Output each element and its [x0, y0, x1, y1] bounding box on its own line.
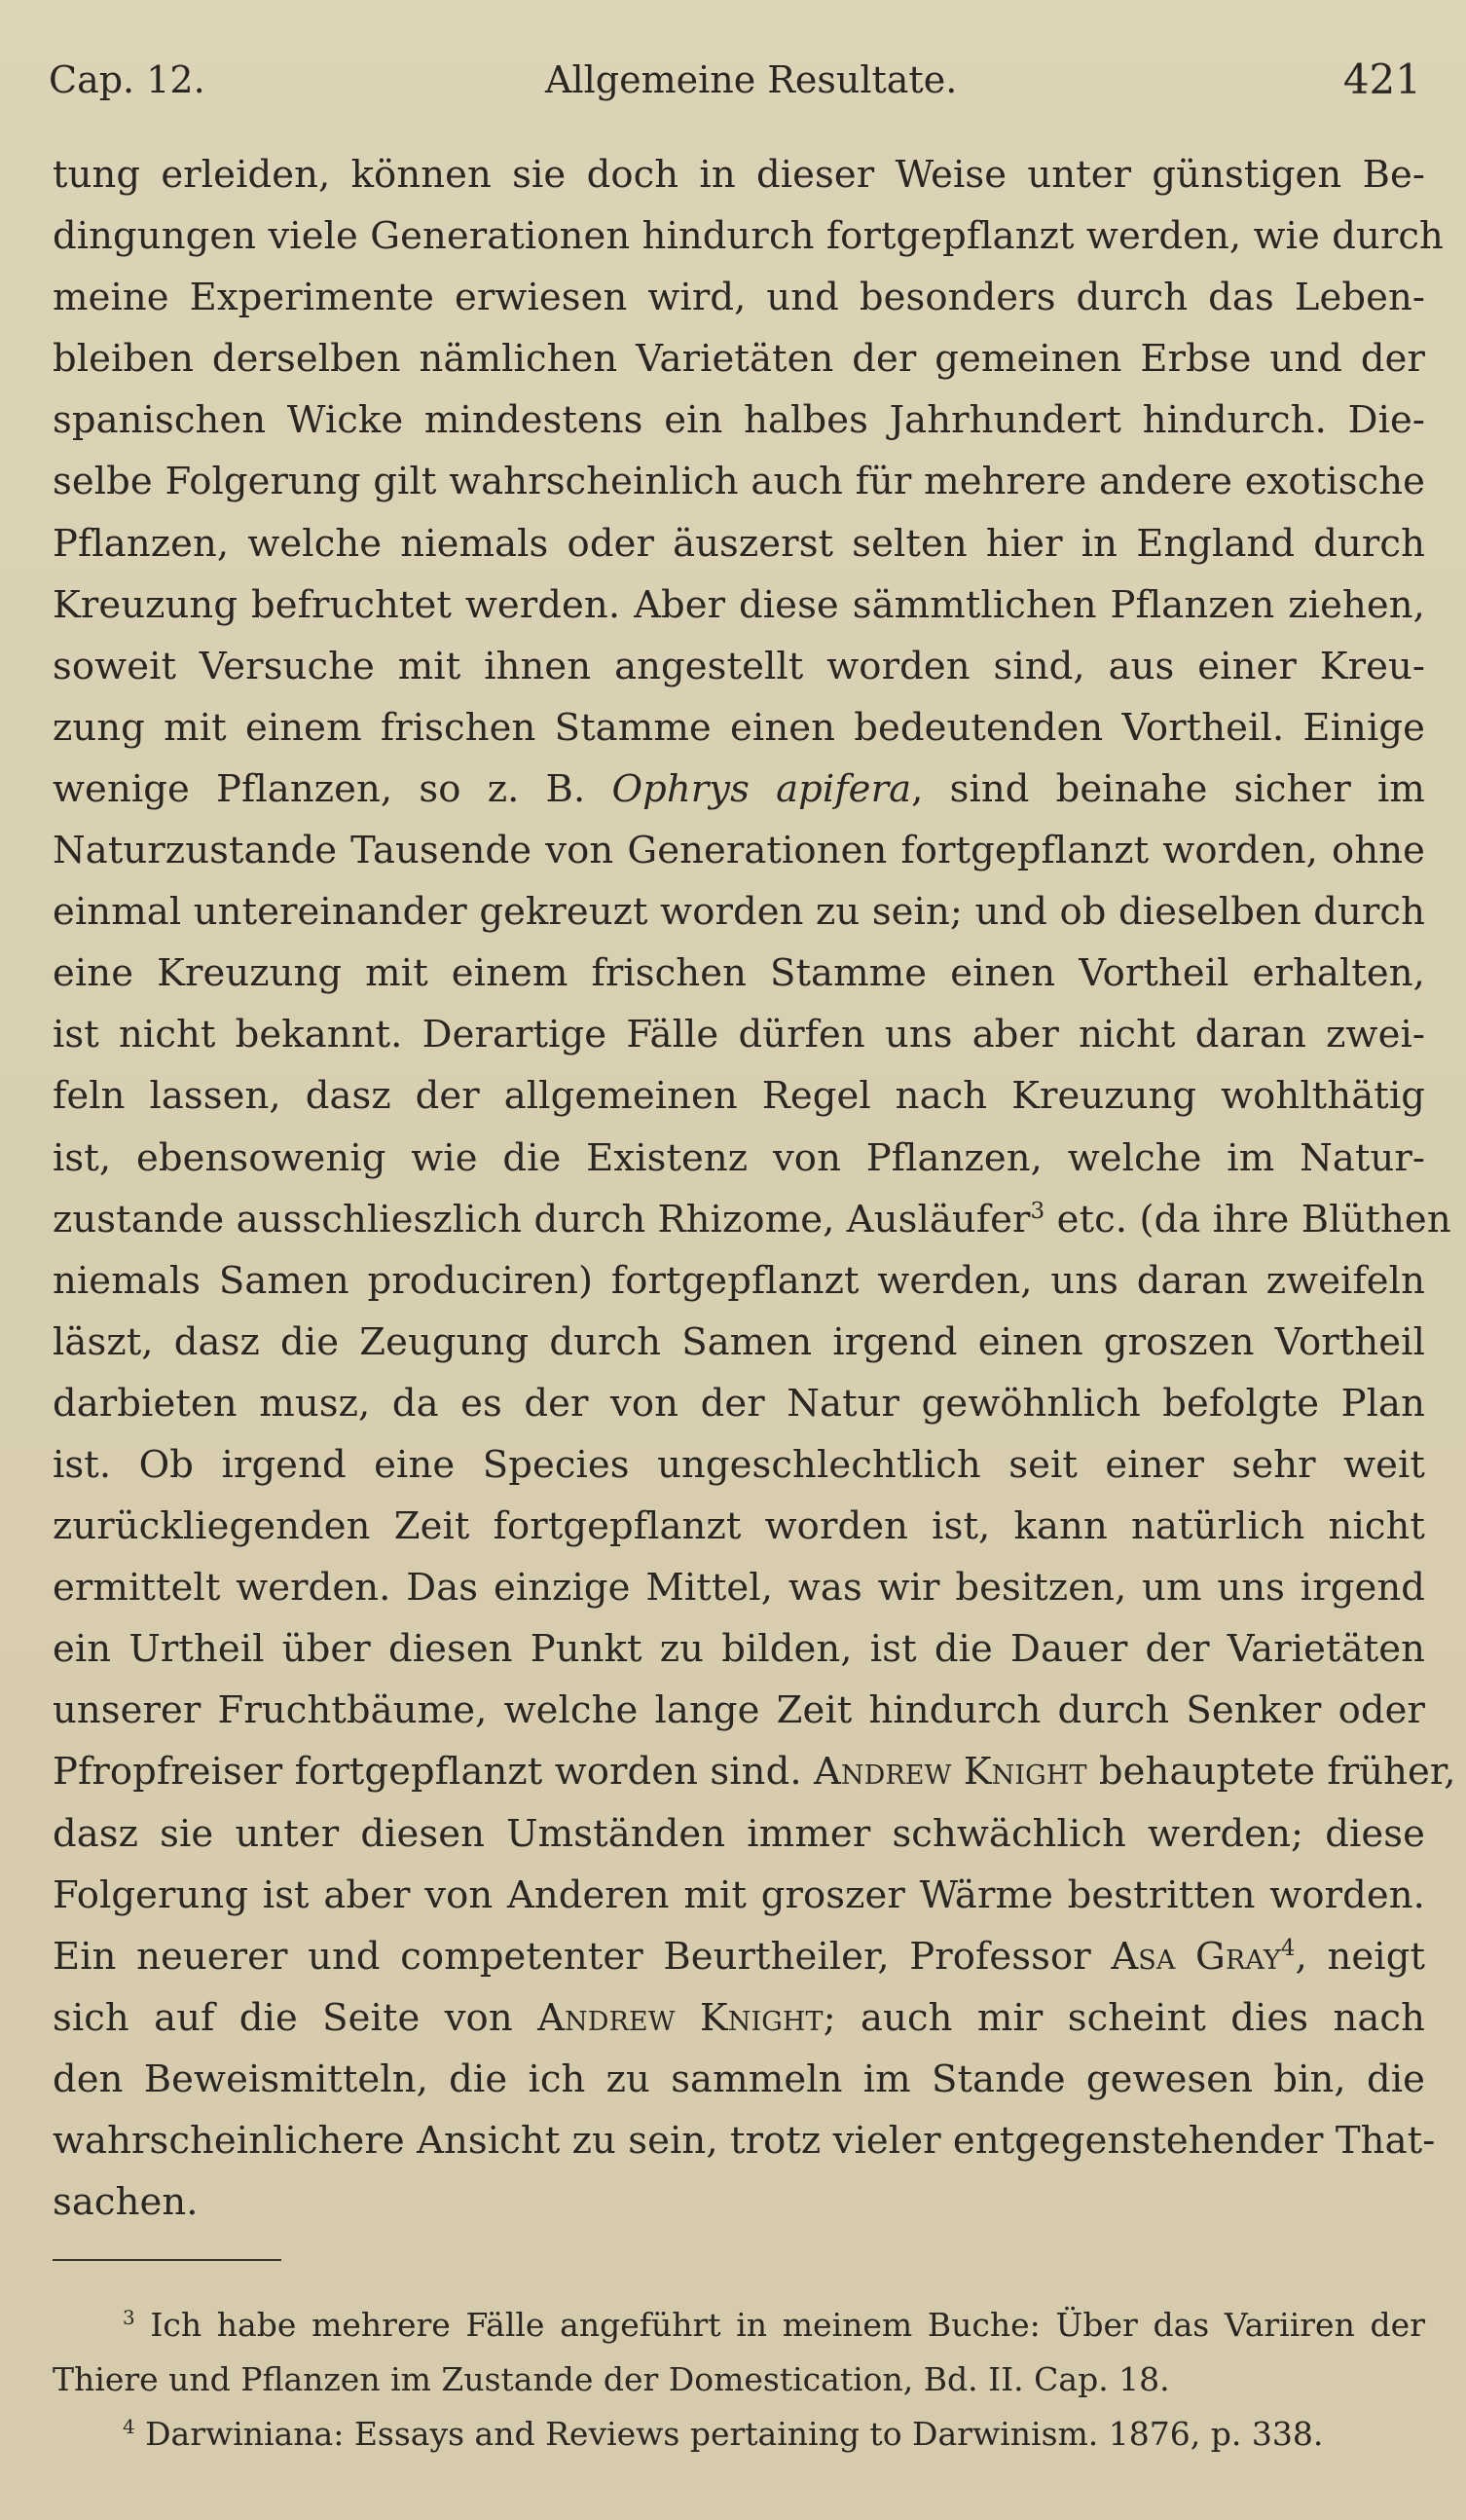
main-text — [53, 144, 1456, 2233]
text-line: Pflanzen, welche niemals oder äuszerst selten hier in England durch — [53, 521, 1425, 566]
text-line: einmal untereinander gekreuzt worden zu sein; und ob dieselben durch — [53, 890, 1425, 935]
footnote-4 — [53, 2407, 1425, 2462]
text-line: soweit Versuche mit ihnen angestellt worden sind, aus einer Kreu- — [53, 644, 1425, 688]
running-title: Allgemeine Resultate. — [545, 58, 958, 101]
text-segment: , sind beinahe sicher im — [911, 766, 1425, 811]
chapter-label: Cap. 12. — [49, 58, 205, 101]
text-line: ist. Ob irgend eine Species ungeschlechtlich seit einer sehr weit — [53, 1442, 1425, 1487]
text-line: meine Experimente erwiesen wird, und besonders durch das Leben- — [53, 276, 1425, 320]
footnote-divider — [53, 2259, 281, 2261]
text-line: feln lassen, dasz der allgemeinen Regel nach Kreuzung wohlthätig — [53, 1074, 1425, 1119]
text-line: wahrscheinlichere Ansicht zu sein, trotz vieler entgegenstehender That- — [53, 2119, 1436, 2163]
page-number: 421 — [1342, 56, 1421, 103]
species-name-italic: Ophrys apifera — [611, 766, 912, 811]
text-line: selbe Folgerung gilt wahrscheinlich auch für mehrere andere exotische — [53, 460, 1425, 504]
text-line-knight2 — [53, 1987, 1425, 2049]
footnote-ref-3: 3 — [1030, 1198, 1045, 1224]
text-segment: etc. (da ihre Blüthen — [1045, 1197, 1451, 1241]
footnote-text: Ich habe mehrere Fälle angeführt in meinem Buche: Über das Variiren der — [150, 2306, 1425, 2344]
text-line: tung erleiden, können sie doch in dieser Weise unter günstigen Be- — [53, 153, 1425, 197]
footnote-mark: 4 — [123, 2416, 135, 2438]
footnote-ref-4: 4 — [1280, 1935, 1296, 1961]
text-line-ophrys — [53, 759, 1425, 820]
footnote-3 — [53, 2298, 1425, 2353]
text-segment: ; auch mir scheint dies nach — [823, 1995, 1425, 2040]
author-name-smallcaps: Andrew Knight — [537, 1995, 824, 2040]
text-line: niemals Samen produciren) fortgepflanzt werden, uns daran zweifeln — [53, 1258, 1425, 1303]
text-line: Kreuzung befruchtet werden. Aber diese sämmtlichen Pflanzen ziehen, — [53, 582, 1425, 627]
author-name-smallcaps: Andrew Knight — [814, 1750, 1087, 1795]
text-line: ist nicht bekannt. Derartige Fälle dürfen uns aber nicht daran zwei- — [53, 1013, 1425, 1057]
text-segment: Pfropfreiser fortgepflanzt worden sind. — [53, 1750, 814, 1795]
footnotes — [53, 2298, 1425, 2462]
footnote-mark: 3 — [123, 2307, 135, 2329]
text-line: Folgerung ist aber von Anderen mit groszer Wärme bestritten worden. — [53, 1872, 1425, 1917]
author-name-smallcaps: Asa Gray — [1111, 1934, 1281, 1979]
text-line: läszt, dasz die Zeugung durch Samen irgend einen groszen Vortheil — [53, 1319, 1425, 1364]
text-segment: zustande ausschlieszlich durch Rhizome, Ausläufer — [53, 1197, 1031, 1241]
text-line: zurückliegenden Zeit fortgepflanzt worden ist, kann natürlich nicht — [53, 1504, 1425, 1549]
text-line: dasz sie unter diesen Umständen immer schwächlich werden; diese — [53, 1811, 1425, 1856]
text-line: Naturzustande Tausende von Generationen fortgepflanzt worden, ohne — [53, 829, 1425, 873]
text-line: dingungen viele Generationen hindurch fortgepflanzt werden, wie durch — [53, 214, 1444, 259]
footnote-text: Darwiniana: Essays and Reviews pertaining to Darwinism. 1876, p. 338. — [145, 2415, 1324, 2453]
text-line: sachen. — [53, 2180, 199, 2225]
running-header — [49, 51, 1421, 109]
text-line: ist, ebensowenig wie die Existenz von Pflanzen, welche im Natur- — [53, 1135, 1425, 1180]
text-segment: wenige Pflanzen, so z. B. — [53, 766, 612, 811]
text-segment: behauptete früher, — [1086, 1750, 1456, 1795]
text-line: bleiben derselben nämlichen Varietäten der gemeinen Erbse und der — [53, 337, 1425, 382]
text-line: ein Urtheil über diesen Punkt zu bilden, ist die Dauer der Varietäten — [53, 1627, 1425, 1672]
text-line: ermittelt werden. Das einzige Mittel, was wir besitzen, um uns irgend — [53, 1566, 1425, 1611]
text-segment: , neigt — [1295, 1934, 1426, 1979]
text-line-gray — [53, 1926, 1425, 1987]
text-line: eine Kreuzung mit einem frischen Stamme einen Vortheil erhalten, — [53, 951, 1425, 996]
text-line: zung mit einem frischen Stamme einen bedeutenden Vortheil. Einige — [53, 705, 1425, 750]
text-segment: Ein neuerer und competenter Beurtheiler, Professor — [53, 1934, 1112, 1979]
text-line-rhizome — [53, 1189, 1451, 1250]
text-line: spanischen Wicke mindestens ein halbes Jahrhundert hindurch. Die- — [53, 398, 1425, 443]
text-line: unserer Fruchtbäume, welche lange Zeit hindurch durch Senker oder — [53, 1688, 1425, 1733]
text-line: darbieten musz, da es der von der Natur gewöhnlich befolgte Plan — [53, 1381, 1425, 1426]
text-line-knight — [53, 1741, 1456, 1802]
text-segment: sich auf die Seite von — [53, 1995, 538, 2040]
text-line: den Beweismitteln, die ich zu sammeln im Stande gewesen bin, die — [53, 2057, 1425, 2101]
footnote-3-continued: Thiere und Pflanzen im Zustande der Domestication, Bd. II. Cap. 18. — [53, 2360, 1170, 2398]
